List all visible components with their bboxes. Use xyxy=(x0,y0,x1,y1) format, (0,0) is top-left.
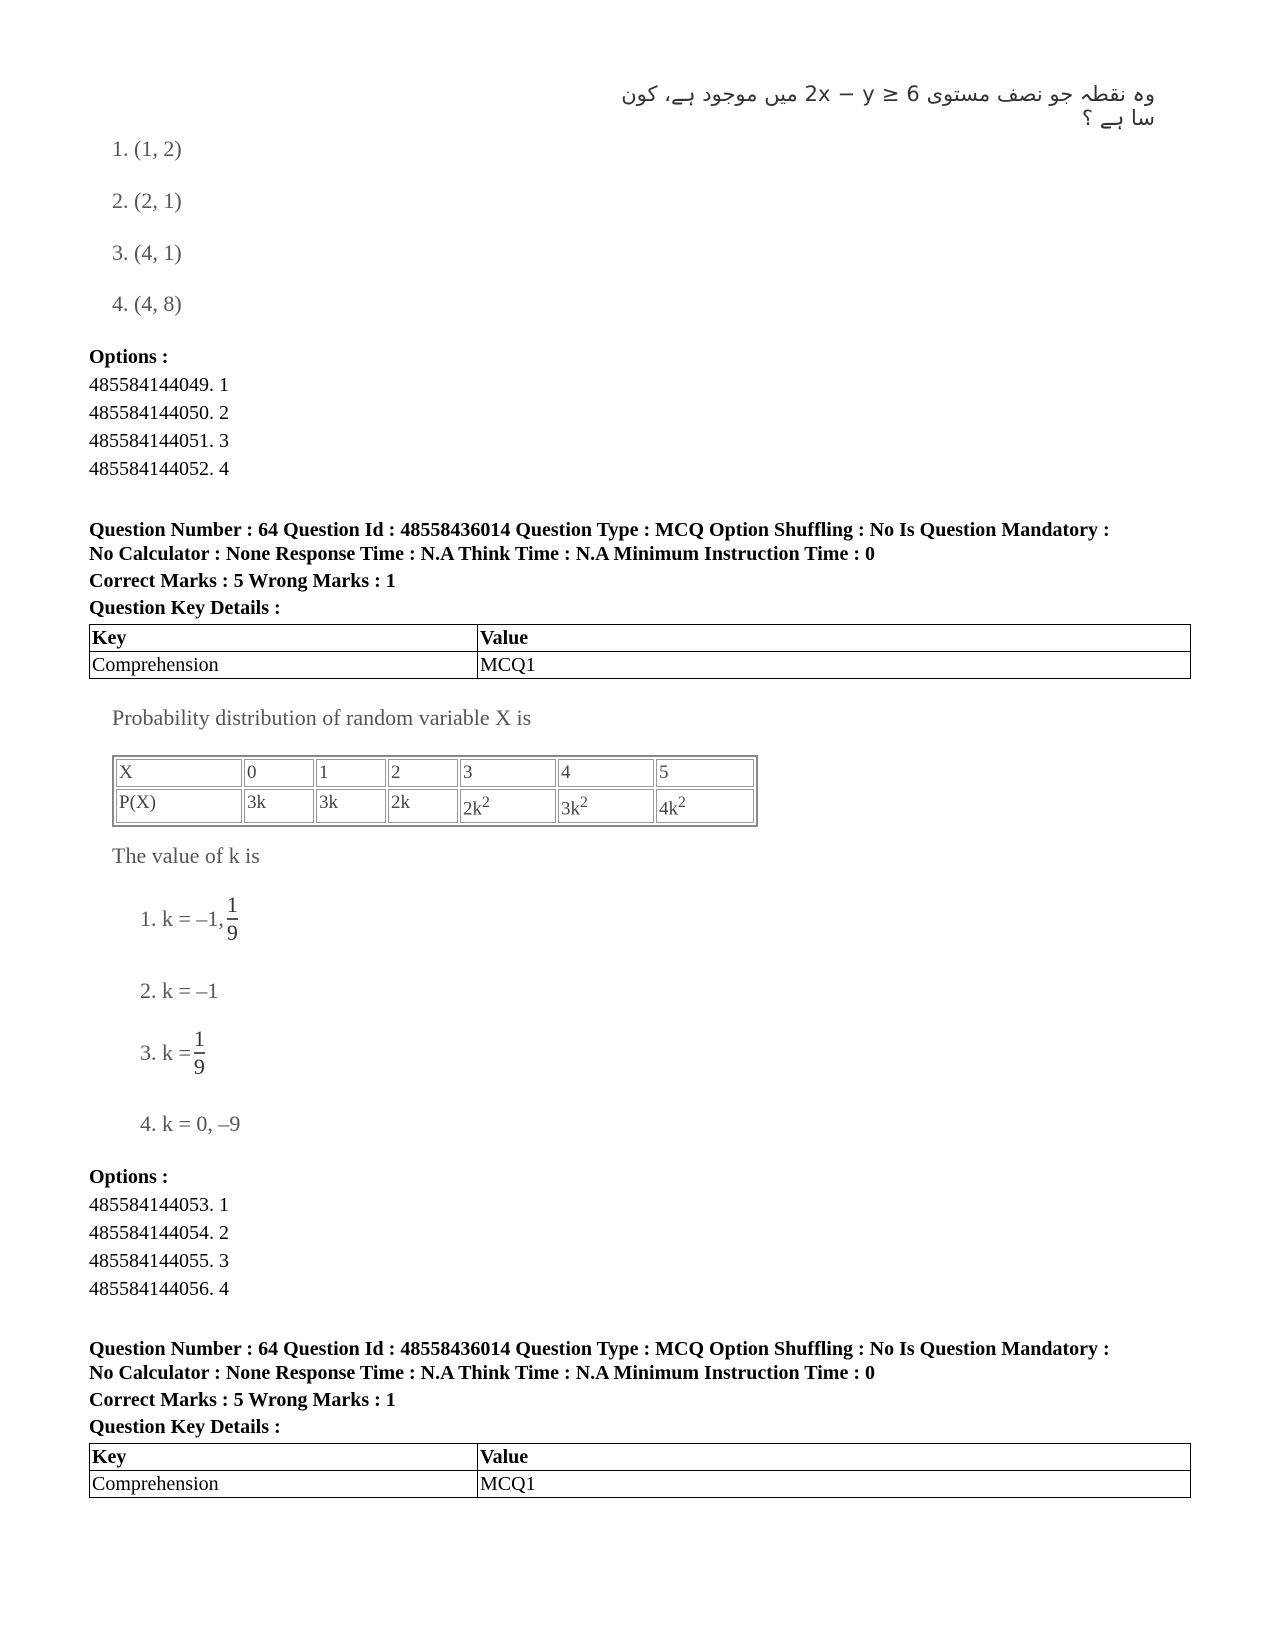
fraction: $\frac{1}{9}$ xyxy=(193,1026,205,1079)
choice-4: 4. (4, 8) xyxy=(112,291,182,316)
option-id: 485584144049. 1 xyxy=(89,374,229,396)
question-prompt: Probability distribution of random variable X is xyxy=(112,705,532,730)
key-cell: Comprehension xyxy=(90,1471,478,1498)
choice-1: 1. k = –1, $\frac{1}{9}$ xyxy=(140,892,238,945)
key-header: Key xyxy=(90,1444,478,1471)
pd-cell: 0 xyxy=(244,759,314,787)
question-meta-q64-repeat xyxy=(89,1337,1110,1439)
pd-cell: 4 xyxy=(558,759,654,787)
pd-cell: X xyxy=(116,759,242,787)
choice-3: 3. (4, 1) xyxy=(112,240,182,265)
value-cell: MCQ1 xyxy=(478,1471,1191,1498)
options-label: Options : xyxy=(89,1166,169,1188)
urdu-question-text: وہ نقطہ جو نصف مستوی 2x − y ≥ 6 میں موجود ہے، کون سا ہے ؟ xyxy=(621,82,1155,130)
option-id: 485584144055. 3 xyxy=(89,1250,229,1272)
key-header: Key xyxy=(90,625,478,652)
pd-cell: $3k^2$ xyxy=(558,789,654,823)
key-table-q64-repeat xyxy=(89,1443,1191,1498)
pd-cell: 1 xyxy=(316,759,386,787)
key-table-q64 xyxy=(89,624,1191,679)
key-cell: Comprehension xyxy=(90,652,478,679)
pd-cell: P(X) xyxy=(116,789,242,823)
pd-cell: $2k^2$ xyxy=(460,789,556,823)
meta-line-2: No Calculator : None Response Time : N.A Think Time : N.A Minimum Instruction Time : 0 xyxy=(89,1362,875,1384)
meta-line-1: Question Number : 64 Question Id : 48558436014 Question Type : MCQ Option Shuffling : No Is Question Mandatory : xyxy=(89,519,1110,541)
meta-line-2: No Calculator : None Response Time : N.A Think Time : N.A Minimum Instruction Time : 0 xyxy=(89,543,875,565)
option-id: 485584144054. 2 xyxy=(89,1222,229,1244)
choice-4: 4. k = 0, –9 xyxy=(140,1111,241,1136)
value-header: Value xyxy=(478,625,1191,652)
key-details-label: Question Key Details : xyxy=(89,597,281,619)
question-meta-q64 xyxy=(89,518,1110,620)
pd-cell: 2 xyxy=(388,759,458,787)
choice-1: 1. (1, 2) xyxy=(112,136,182,161)
value-cell: MCQ1 xyxy=(478,652,1191,679)
option-id: 485584144052. 4 xyxy=(89,458,229,480)
options-label: Options : xyxy=(89,346,169,368)
choice-2: 2. k = –1 xyxy=(140,978,219,1003)
pd-cell: $4k^2$ xyxy=(656,789,754,823)
options-block-q63 xyxy=(89,343,229,483)
pd-cell: 3 xyxy=(460,759,556,787)
pd-cell: 5 xyxy=(656,759,754,787)
option-id: 485584144051. 3 xyxy=(89,430,229,452)
probability-distribution-table xyxy=(112,755,758,827)
pd-cell: 3k xyxy=(316,789,386,823)
value-header: Value xyxy=(478,1444,1191,1471)
pd-cell: 3k xyxy=(244,789,314,823)
options-block-q64 xyxy=(89,1163,229,1303)
option-id: 485584144056. 4 xyxy=(89,1278,229,1300)
choice-2: 2. (2, 1) xyxy=(112,188,182,213)
pd-cell: 2k xyxy=(388,789,458,823)
fraction: $\frac{1}{9}$ xyxy=(226,892,238,945)
key-details-label: Question Key Details : xyxy=(89,1416,281,1438)
marks-line: Correct Marks : 5 Wrong Marks : 1 xyxy=(89,570,396,592)
option-id: 485584144050. 2 xyxy=(89,402,229,424)
meta-line-1: Question Number : 64 Question Id : 48558436014 Question Type : MCQ Option Shuffling : No Is Question Mandatory : xyxy=(89,1338,1110,1360)
sub-prompt: The value of k is xyxy=(112,843,260,868)
option-id: 485584144053. 1 xyxy=(89,1194,229,1216)
choice-3: 3. k = $\frac{1}{9}$ xyxy=(140,1026,205,1079)
marks-line: Correct Marks : 5 Wrong Marks : 1 xyxy=(89,1389,396,1411)
